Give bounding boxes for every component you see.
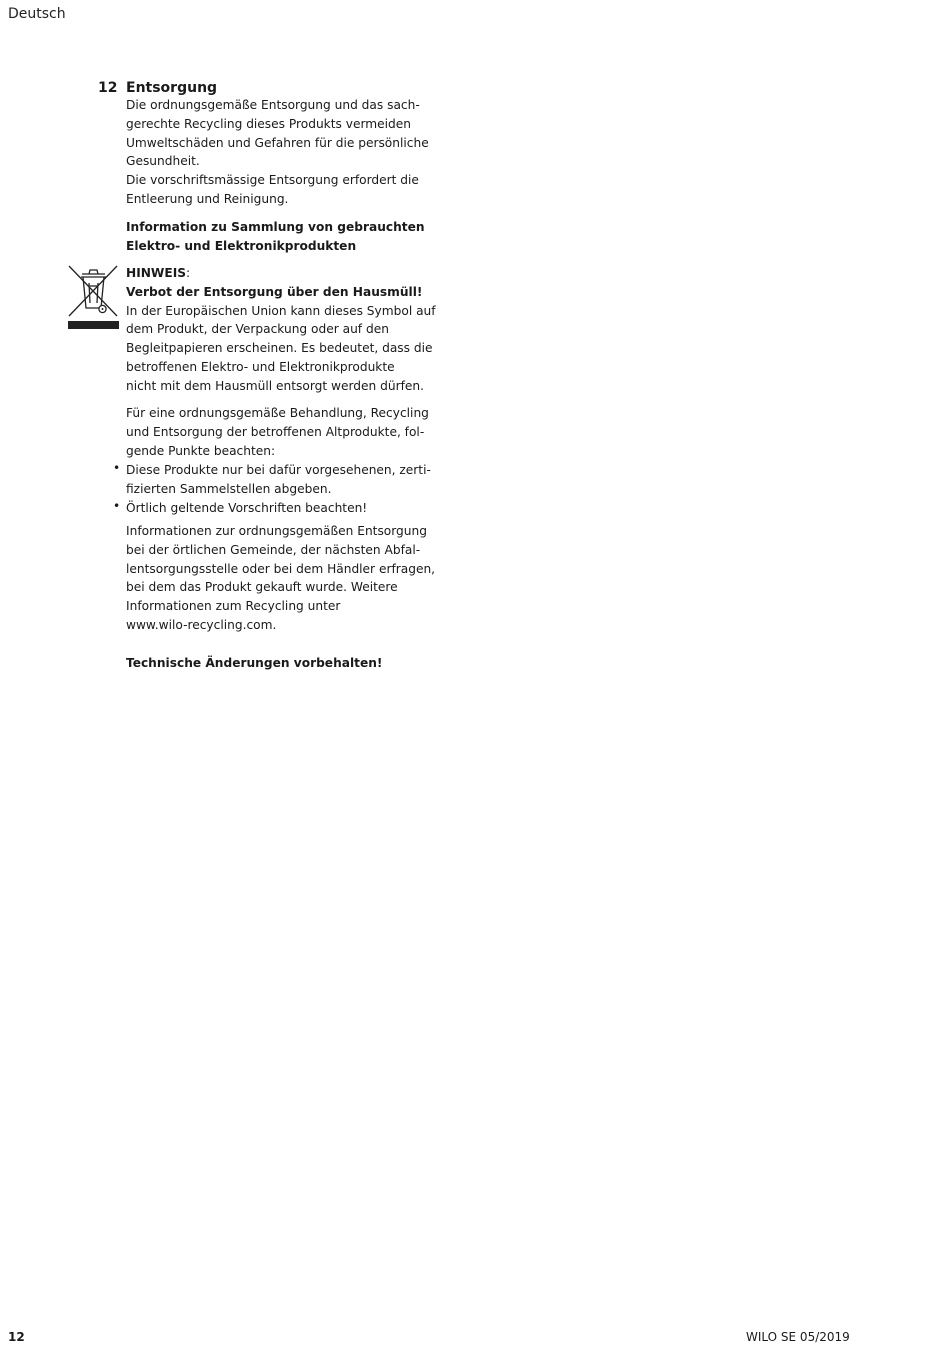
text-line: Örtlich geltende Vorschriften beachten! — [126, 500, 368, 515]
info-paragraph — [126, 522, 446, 635]
text-line: und Entsorgung der betroffenen Altprodukte, fol- — [126, 424, 425, 439]
text-line: Informationen zur ordnungsgemäßen Entsorgung — [126, 524, 427, 538]
text-line: Information zu Sammlung von gebrauchten — [126, 220, 425, 234]
publisher-date: WILO SE 05/2019 — [746, 1330, 850, 1344]
text-line: bei dem das Produkt gekauft wurde. Weitere — [126, 580, 398, 595]
text-line: Gesundheit. — [126, 154, 200, 169]
list-item — [113, 461, 446, 499]
text-line: bei der örtlichen Gemeinde, der nächsten Abfal- — [126, 542, 421, 557]
text-line: Informationen zum Recycling unter — [126, 599, 341, 614]
text-line: Die vorschriftsmässige Entsorgung erfordert die — [126, 173, 419, 188]
handling-paragraph — [126, 404, 446, 460]
bullet-list — [113, 461, 446, 517]
crossed-out-wheelie-bin-icon — [67, 264, 120, 332]
text-line: Umweltschäden und Gefahren für die persönliche — [126, 135, 429, 150]
recycling-link[interactable]: www.wilo-recycling.com. — [126, 617, 277, 632]
text-line: nicht mit dem Hausmüll entsorgt werden dürfen. — [126, 378, 424, 393]
bullet-marker: • — [113, 461, 121, 475]
text-line: lentsorgungsstelle oder bei dem Händler erfragen, — [126, 561, 436, 576]
intro-paragraph — [126, 96, 446, 209]
text-line: gerechte Recycling dieses Produkts vermeiden — [126, 116, 411, 131]
bullet-marker: • — [113, 498, 121, 513]
closing-note: Technische Änderungen vorbehalten! — [126, 656, 383, 670]
text-line: betroffenen Elektro- und Elektronikprodukte — [126, 359, 395, 374]
notice-block — [126, 264, 446, 396]
section-number: 12 — [98, 80, 118, 96]
text-line: In der Europäischen Union kann dieses Symbol auf — [126, 303, 436, 318]
text-line: Für eine ordnungsgemäße Behandlung, Recycling — [126, 406, 429, 420]
text-line: gende Punkte beachten: — [126, 443, 276, 458]
text-line: Begleitpapieren erscheinen. Es bedeutet, dass die — [126, 341, 433, 356]
info-heading — [126, 218, 446, 256]
text-line: dem Produkt, der Verpackung oder auf den — [126, 322, 389, 337]
text-line: Diese Produkte nur bei dafür vorgesehenen, zerti- — [126, 463, 431, 477]
text-line: Entleerung und Reinigung. — [126, 191, 289, 206]
language-label: Deutsch — [8, 6, 66, 22]
notice-label-suffix: : — [186, 266, 191, 280]
page-number: 12 — [8, 1330, 25, 1344]
text-line: Elektro- und Elektronikprodukten — [126, 238, 357, 253]
notice-label: HINWEIS — [126, 266, 187, 280]
text-line: fizierten Sammelstellen abgeben. — [126, 481, 332, 496]
list-item — [113, 498, 446, 518]
section-title: Entsorgung — [126, 80, 218, 96]
notice-title: Verbot der Entsorgung über den Hausmüll! — [126, 284, 423, 299]
text-line: Die ordnungsgemäße Entsorgung und das sach- — [126, 98, 420, 112]
